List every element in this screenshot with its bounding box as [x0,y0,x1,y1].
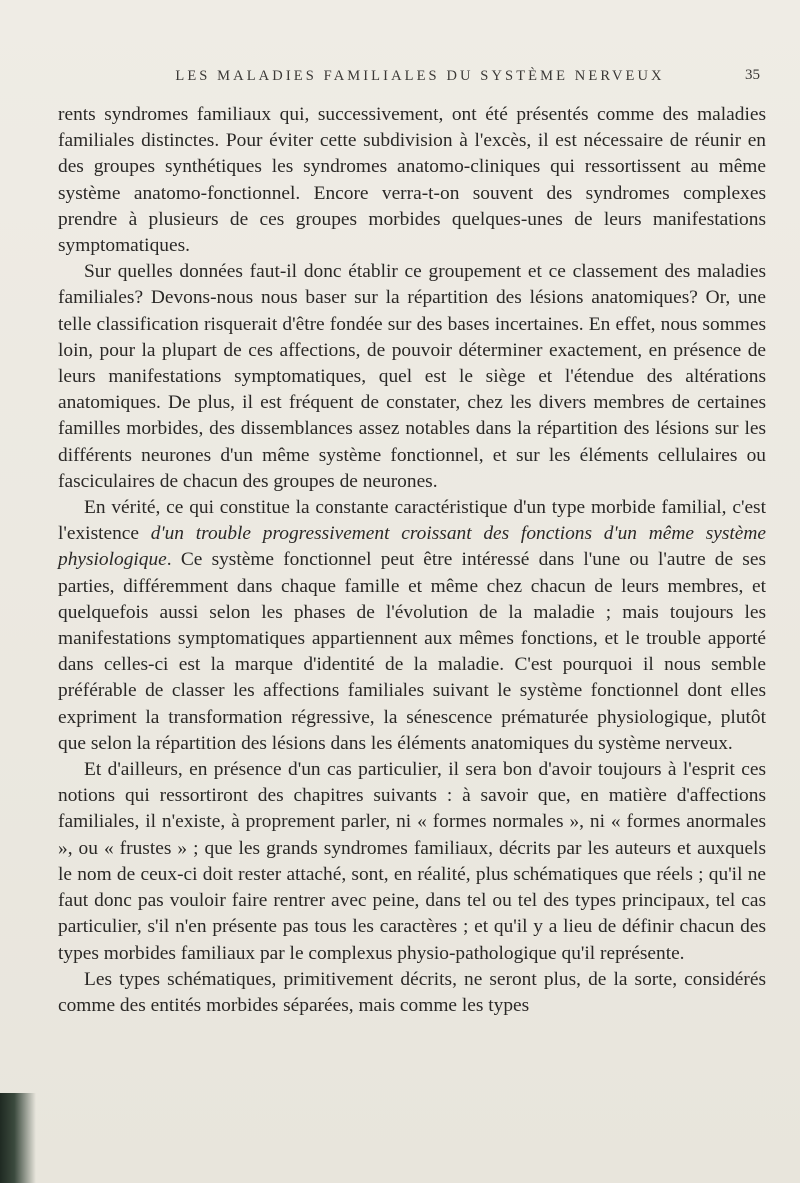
italic-emphasis: d'un trouble progressivement croissant des fonctions d'un même système physiologique [58,523,766,571]
page-header [60,64,760,94]
running-head: LES MALADIES FAMILIALES DU SYSTÈME NERVEUX [175,68,665,84]
paragraph-continuation: rents syndromes familiaux qui, successivement, ont été présentés comme des maladies familiales distinctes. Pour éviter cette subdivision à l'excès, il est nécessaire de réunir en des groupes synthétiques les syndromes anatomo-cliniques qui ressortissent au même système anatomo-fonctionnel. Encore verra-t-on souvent des syndromes complexes prendre à plusieurs de ces groupes morbides quelques-unes de leurs manifestations symptomatiques. [58,104,766,257]
paragraph-text: En vérité, ce qui constitue la constante caractéristique d'un type morbide familial, c'est l'existence [58,497,766,545]
body-text [58,102,766,1019]
page-number: 35 [745,67,760,83]
binding-edge-shadow [0,1093,36,1183]
paragraph-definition [58,495,766,757]
paragraph: Et d'ailleurs, en présence d'un cas particulier, il sera bon d'avoir toujours à l'esprit ces notions qui ressortiront des chapitres suivants : à savoir que, en matière d'affections familiales, il n'existe, à proprement parler, ni « formes normales », ni « formes anormales », ou « frustes » ; que les grands syndromes familiaux, décrits par les auteurs et auxquels le nom de ceux-ci doit rester attaché, sont, en réalité, plus schématiques que réels ; qu'il ne faut donc pas vouloir faire rentrer avec peine, dans tel ou tel des types principaux, tel cas particulier, s'il n'en présente pas tous les caractères ; et qu'il y a lieu de définir chacun des types morbides familiaux par le complexus physio-pathologique qu'il représente. [58,759,766,964]
paragraph: Les types schématiques, primitivement décrits, ne seront plus, de la sorte, considérés comme des entités morbides séparées, mais comme les types [58,968,766,1016]
paragraph-text: . Ce système fonctionnel peut être intéressé dans l'une ou l'autre de ses parties, différemment dans chaque famille et même chez chacun de leurs membres, et quelquefois aussi selon les phases de l'évolution de la maladie ; mais toujours les manifestations symptomatiques appartiennent aux mêmes fonctions, et le trouble apporté dans celles-ci est la marque d'identité de la maladie. C'est pourquoi il nous semble préférable de classer les affections familiales suivant le système fonctionnel dont elles expriment la transformation régressive, la sénescence prématurée physiologique, plutôt que selon la répartition des lésions dans les éléments anatomiques du système nerveux. [58,549,766,754]
paragraph: Sur quelles données faut-il donc établir ce groupement et ce classement des maladies familiales? Devons-nous nous baser sur la répartition des lésions anatomiques? Or, une telle classification risquerait d'être fondée sur des bases incertaines. En effet, nous sommes loin, pour la plupart de ces affections, de pouvoir déterminer exactement, en présence de leurs manifestations symptomatiques, quel est le siège et l'étendue des altérations anatomiques. De plus, il est fréquent de constater, chez les divers membres de certaines familles morbides, des dissemblances assez notables dans la répartition des lésions sur les différents neurones d'un même système fonctionnel, et sur les éléments cellulaires ou fasciculaires de chacun des groupes de neurones. [58,261,766,492]
